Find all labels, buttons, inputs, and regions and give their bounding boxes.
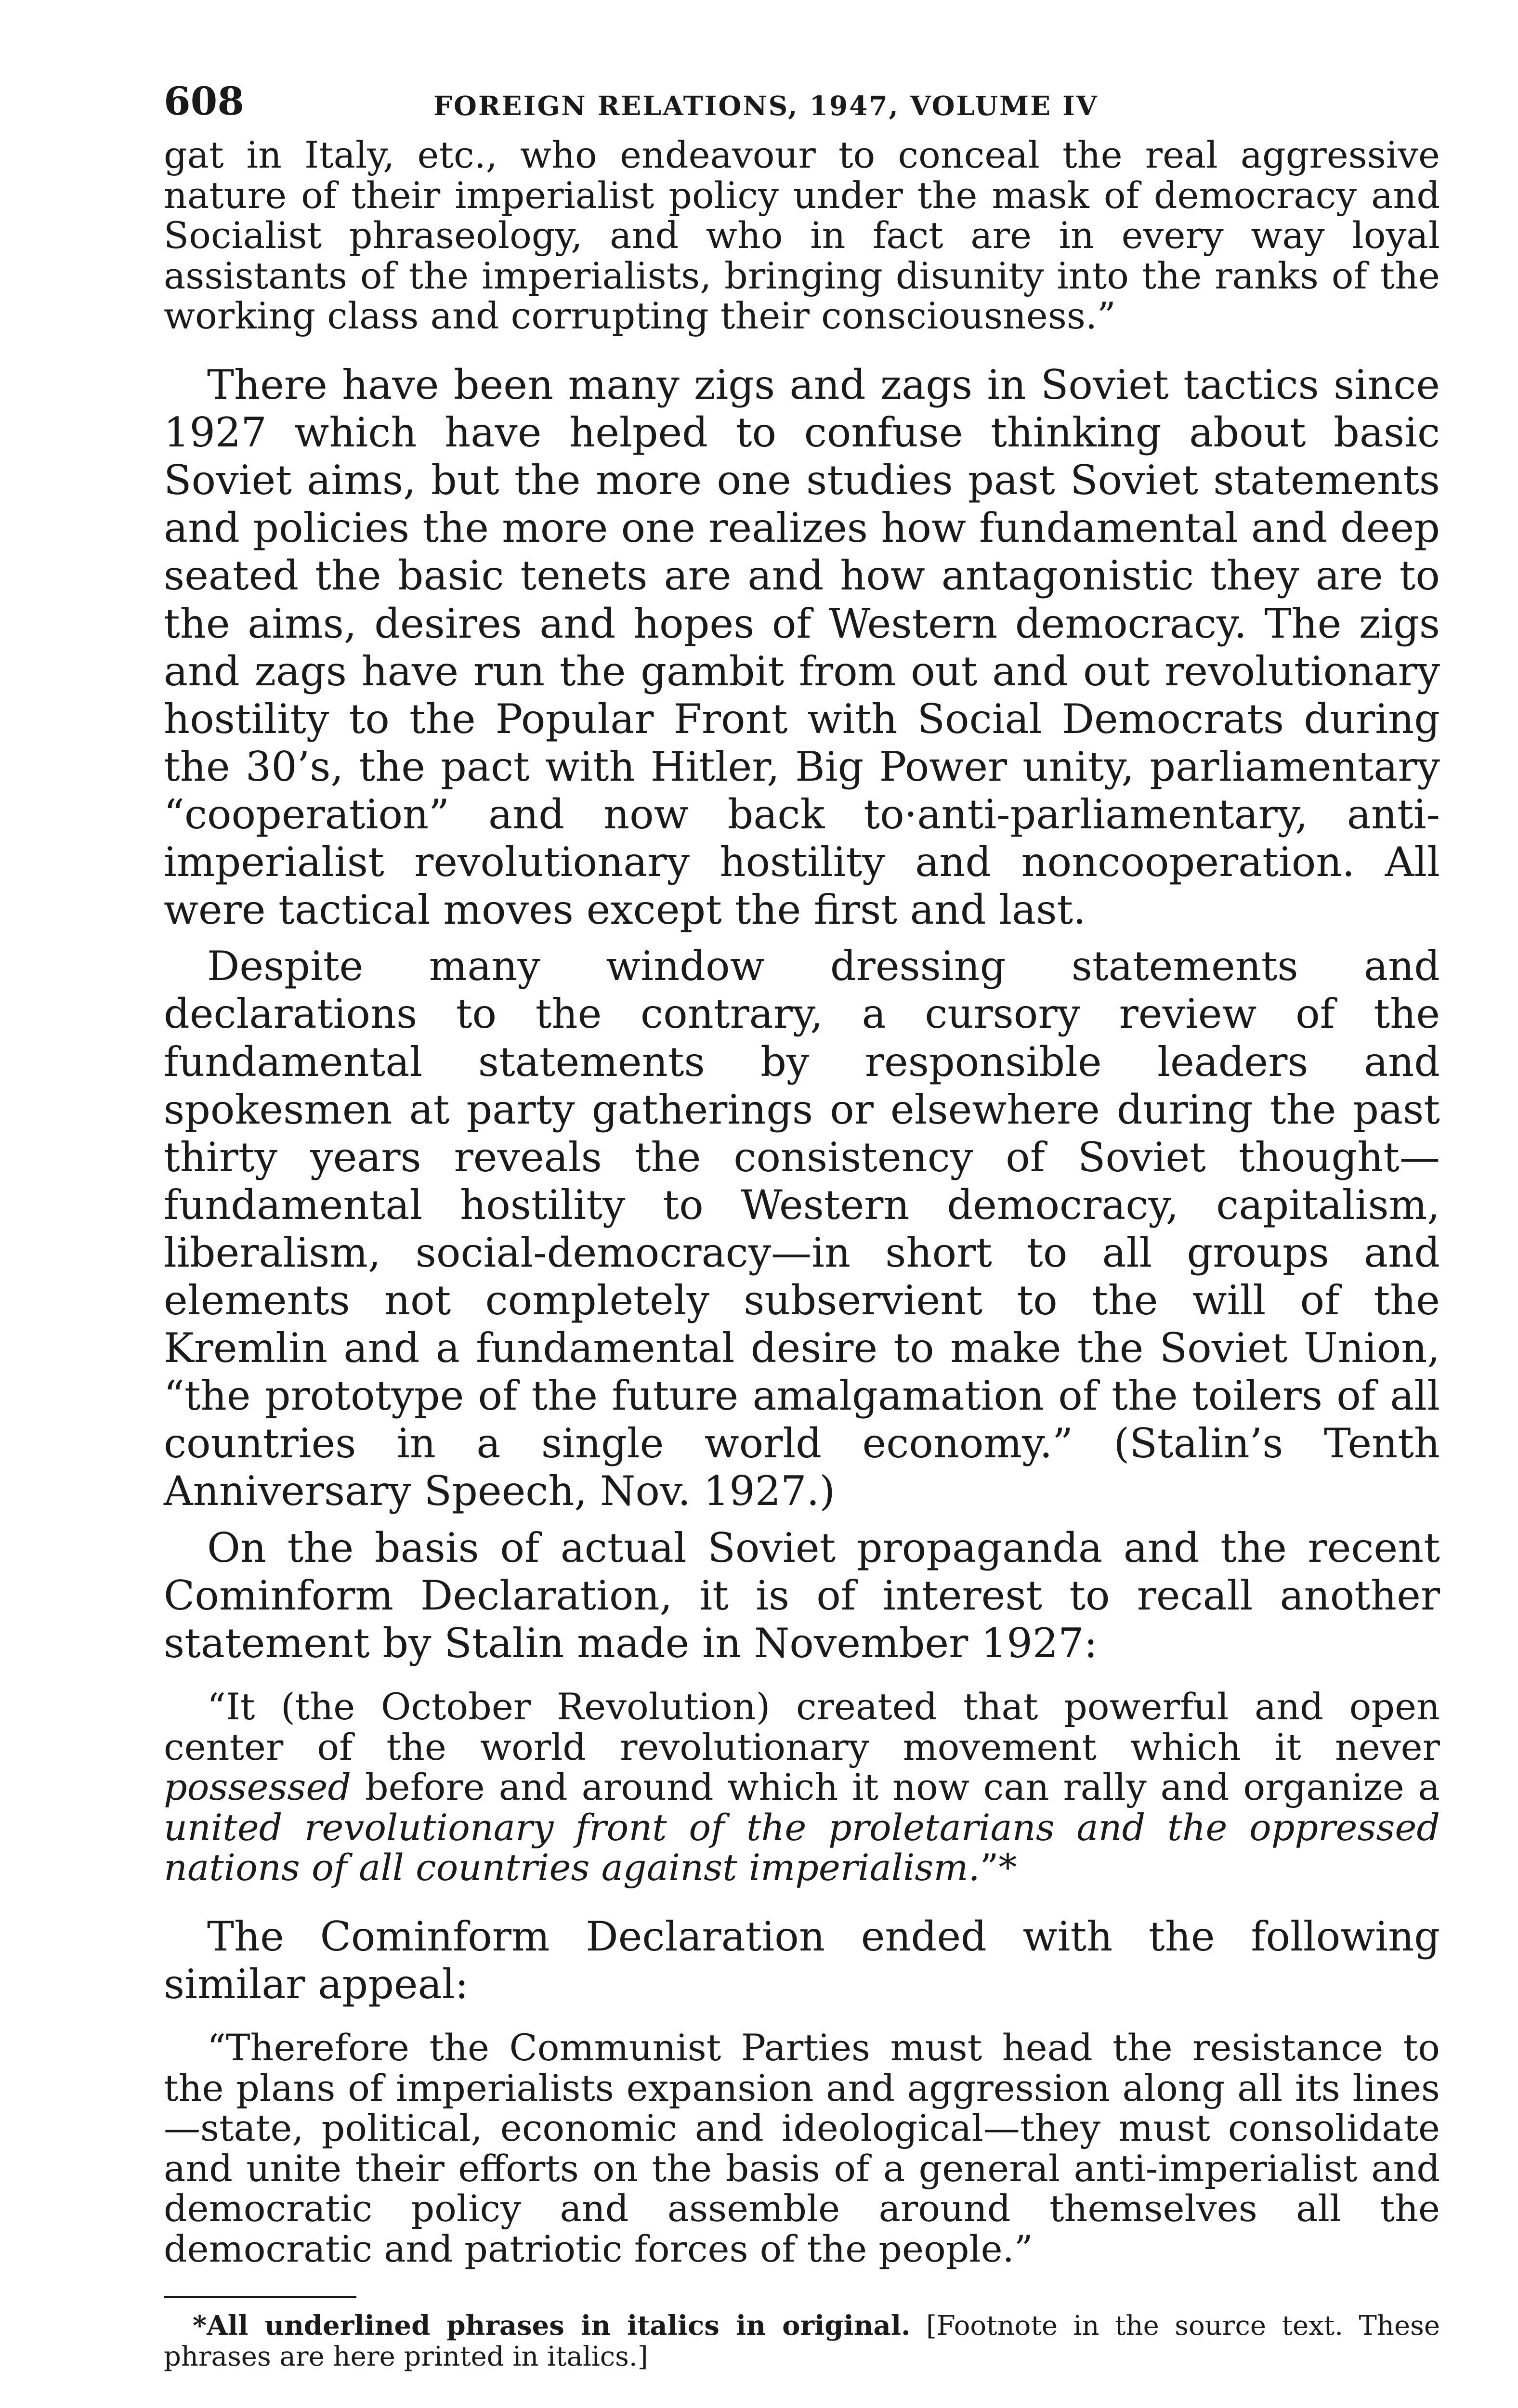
page-number: 608 xyxy=(164,79,244,124)
quote-continuation: gat in Italy, etc., who endeavour to conceal the real aggressive nature of their imperialist policy under the mask of democracy and Socialist phraseology, and who in fact are in every way loyal assistants of the imperialists, bringing disunity into the ranks of the working class and corrupting their consciousness.” xyxy=(164,133,1440,338)
stalin-quote-part-3: ”* xyxy=(980,1846,1017,1889)
stalin-quote-part-1: “It (the October Revolution) created that powerful and open center of the world revolutionary movement which it never xyxy=(164,1685,1440,1768)
footnote xyxy=(164,2310,1440,2373)
paragraph-cominform-declaration: On the basis of actual Soviet propaganda and the recent Cominform Declaration, it is of interest to recall another statement by Stalin made in November 1927: xyxy=(164,1524,1440,1667)
running-head: FOREIGN RELATIONS, 1947, VOLUME IV xyxy=(433,90,1099,121)
paragraph-zigs-and-zags: There have been many zigs and zags in Soviet tactics since 1927 which have helped to confuse thinking about basic Soviet aims, but the more one studies past Soviet statements and policies the more one realizes how fundamental and deep seated the basic tenets are and how antagonistic they are to the aims, desires and hopes of Western democracy. The zigs and zags have run the gambit from out and out revolutionary hostility to the Popular Front with Social Democrats during the 30’s, the pact with Hitler, Big Power unity, parliamentary “cooperation” and now back to·anti-parliamentary, anti-imperialist revolutionary hostility and noncooperation. All were tactical moves except the first and last. xyxy=(164,361,1440,934)
footnote-rule xyxy=(164,2296,356,2298)
stalin-quote-italic-2: united revolutionary front of the proletarians and the oppressed nations of all countries against imperialism. xyxy=(164,1806,1440,1889)
paragraph-window-dressing: Despite many window dressing statements and declarations to the contrary, a cursory review of the fundamental statements by responsible leaders and spokesmen at party gatherings or elsewhere during the past thirty years reveals the consistency of Soviet thought—fundamental hostility to Western democracy, capitalism, liberalism, social-democracy—in short to all groups and elements not completely subservient to the will of the Kremlin and a fundamental desire to make the Soviet Union, “the prototype of the future amalgamation of the toilers of all countries in a single world economy.” (Stalin’s Tenth Anniversary Speech, Nov. 1927.) xyxy=(164,942,1440,1515)
footnote-marked-text: *All underlined phrases in italics in original. xyxy=(193,2309,911,2342)
stalin-quote-part-2: before and around which it now can rally and organize a xyxy=(351,1766,1440,1809)
paragraph-similar-appeal: The Cominform Declaration ended with the following similar appeal: xyxy=(164,1912,1440,2008)
stalin-quote-italic-1: possessed xyxy=(164,1766,352,1809)
cominform-quote: “Therefore the Communist Parties must head the resistance to the plans of imperialists expansion and aggression along all its lines—state, political, economic and ideological—they must consolidate and unite their efforts on the basis of a general anti-imperialist and democratic policy and assemble around themselves all the democratic and patriotic forces of the people.” xyxy=(164,2026,1440,2271)
document-page xyxy=(164,79,1440,2373)
page-header xyxy=(164,79,1440,135)
stalin-quote xyxy=(164,1687,1440,1888)
footnote-editor-note: [Footnote in the source text. These phrases are here printed in italics.] xyxy=(164,2310,1440,2373)
